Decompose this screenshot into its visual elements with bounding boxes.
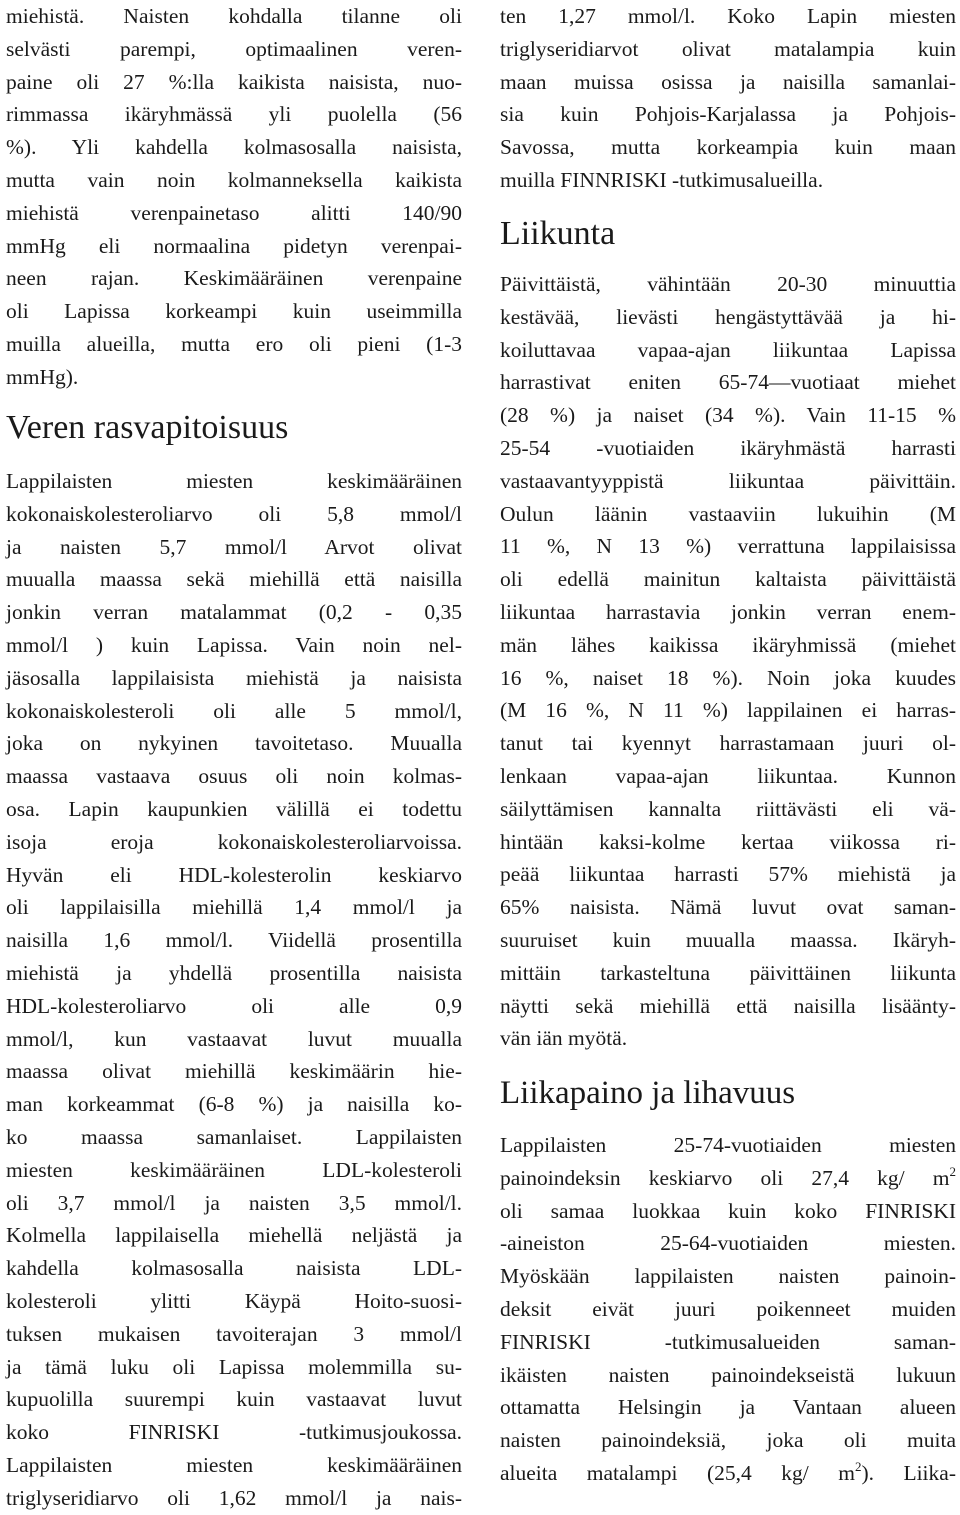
text-line: 16 %, naiset 18 %). Noin joka kuudes xyxy=(500,665,956,690)
text-line: selvästi parempi, optimaalinen veren- xyxy=(6,36,462,61)
paragraph-exercise xyxy=(500,268,956,1055)
text-line: miehistä ja yhdellä prosentilla naisista xyxy=(6,960,462,985)
text-line: (28 %) ja naiset (34 %). Vain 11-15 % xyxy=(500,403,956,428)
text-line: mmHg). xyxy=(6,364,79,389)
text-line: ko maassa samanlaiset. Lappilaisten xyxy=(6,1124,462,1149)
text-line: miehistä. Naisten kohdalla tilanne oli xyxy=(6,4,462,28)
superscript: 2 xyxy=(949,1163,956,1179)
text-line: joka on nykyinen tavoitetaso. Muualla xyxy=(6,731,462,756)
text-line: -aineiston 25-64-vuotiaiden miesten. xyxy=(500,1231,956,1256)
text-line: kupuolilla suurempi kuin vastaavat luvut xyxy=(6,1387,462,1412)
text-line: lenkaan vapaa-ajan liikuntaa. Kunnon xyxy=(500,763,956,788)
text-line: ikäisten naisten painoindekseistä lukuun xyxy=(500,1362,956,1387)
text-line: vän iän myötä. xyxy=(500,1026,628,1051)
text-line: muilla alueilla, mutta ero oli pieni (1-3 xyxy=(6,331,462,356)
text-line: näytti sekä miehillä että naisilla lisäänty- xyxy=(500,993,956,1018)
text-line: oli 3,7 mmol/l ja naisten 3,5 mmol/l. xyxy=(6,1190,462,1215)
text-line: 25-54 -vuotiaiden ikäryhmästä harrasti xyxy=(500,435,956,460)
paragraph-triglycerides xyxy=(500,0,956,197)
text-line: triglyseridiarvo oli 1,62 mmol/l ja nais- xyxy=(6,1485,462,1510)
text-line: kokonaiskolesteroliarvo oli 5,8 mmol/l xyxy=(6,501,462,526)
text-line: 11 %, N 13 %) verrattuna lappilaisissa xyxy=(500,534,956,559)
text-line: naisten painoindeksiä, joka oli muita xyxy=(500,1428,956,1453)
text-line: miesten keskimääräinen LDL-kolesteroli xyxy=(6,1157,462,1182)
text-line: rimmassa ikäryhmässä yli puolella (56 xyxy=(6,102,462,127)
text-line: vastaavantyyppistä liikuntaa päivittäin. xyxy=(500,468,956,493)
section-heading-overweight: Liikapaino ja lihavuus xyxy=(500,1075,796,1111)
text-line: hintään kaksi-kolme kertaa viikossa ri- xyxy=(500,829,956,854)
text-line: Päivittäistä, vähintään 20-30 minuuttia xyxy=(500,272,956,296)
text-line: kahdella kolmasosalla naisista LDL- xyxy=(6,1256,462,1281)
text-line: triglyseridiarvot olivat matalampia kuin xyxy=(500,36,956,61)
text-line: Lappilaisten miesten keskimääräinen xyxy=(6,1452,462,1477)
text-line: säilyttämisen kannalta riittävästi eli vä- xyxy=(500,796,956,821)
text-line: deksit eivät juuri poikenneet muiden xyxy=(500,1296,956,1321)
text-line: mmol/l ) kuin Lapissa. Vain noin nel- xyxy=(6,632,462,657)
superscript: 2 xyxy=(854,1458,862,1474)
text-line: isoja eroja kokonaiskolesteroliarvoissa. xyxy=(6,829,462,854)
text-line: (M 16 %, N 11 %) lappilainen ei harras- xyxy=(500,698,956,723)
text-line: män lähes kaikissa ikäryhmissä (miehet xyxy=(500,632,956,657)
text-line: oli Lapissa korkeampi kuin useimmilla xyxy=(6,299,462,324)
text-fragment: painoindeksin keskiarvo oli 27,4 kg/ m xyxy=(500,1165,950,1190)
text-line: muilla FINNRISKI -tutkimusalueilla. xyxy=(500,167,824,192)
text-line: peää liikuntaa harrasti 57% miehistä ja xyxy=(500,862,956,887)
text-line: tuksen mukaisen tavoiterajan 3 mmol/l xyxy=(6,1321,462,1346)
text-line: oli edellä mainitun kaltaista päivittäistä xyxy=(500,567,956,592)
text-line: Oulun läänin vastaaviin lukuihin (M xyxy=(500,501,956,526)
text-fragment: ). Liika- xyxy=(861,1460,956,1485)
paragraph-blood-lipids xyxy=(6,465,462,1515)
text-line: harrastivat eniten 65-74—vuotiaat miehet xyxy=(500,370,956,395)
section-heading-blood-lipids: Veren rasvapitoisuus xyxy=(6,409,289,446)
text-line: maassa vastaava osuus oli noin kolmas- xyxy=(6,764,462,789)
text-line: Hyvän eli HDL-kolesterolin keskiarvo xyxy=(6,862,462,887)
paragraph-blood-pressure xyxy=(6,0,462,394)
text-line: ja tämä luku oli Lapissa molemmilla su- xyxy=(6,1354,462,1379)
text-line: oli lappilaisilla miehillä 1,4 mmol/l ja xyxy=(6,895,462,920)
text-line: %). Yli kahdella kolmasosalla naisista, xyxy=(6,135,462,160)
text-line: Lappilaisten 25-74-vuotiaiden miesten xyxy=(500,1133,956,1157)
paragraph-overweight xyxy=(500,1129,956,1490)
text-line: maassa olivat miehillä keskimäärin hie- xyxy=(6,1059,462,1084)
text-line: osa. Lapin kaupunkien välillä ei todettu xyxy=(6,796,462,821)
text-line: suuruiset kuin muualla maassa. Ikäryh- xyxy=(500,927,956,952)
text-line xyxy=(500,1457,956,1490)
text-line: miehistä verenpainetaso alitti 140/90 xyxy=(6,200,462,225)
text-line: ottamatta Helsingin ja Vantaan alueen xyxy=(500,1395,956,1420)
text-line: kestävää, lievästi hengästyttävää ja hi- xyxy=(500,304,956,329)
text-line: mutta vain noin kolmanneksella kaikista xyxy=(6,167,462,192)
text-line: ten 1,27 mmol/l. Koko Lapin miesten xyxy=(500,4,956,28)
text-line: tanut tai kyennyt harrastamaan juuri ol- xyxy=(500,731,956,756)
text-line: man korkeammat (6-8 %) ja naisilla ko- xyxy=(6,1092,462,1117)
section-heading-exercise: Liikunta xyxy=(500,215,616,252)
text-line: Lappilaisten miesten keskimääräinen xyxy=(6,469,462,493)
text-line xyxy=(500,1162,956,1195)
text-line: liikuntaa harrastavia jonkin verran enem- xyxy=(500,599,956,624)
text-fragment: alueita matalampi (25,4 kg/ m xyxy=(500,1460,855,1485)
text-line: mmHg eli normaalina pidetyn verenpai- xyxy=(6,233,462,258)
text-line: koko FINRISKI -tutkimusjoukossa. xyxy=(6,1420,462,1445)
text-line: jäsosalla lappilaisista miehistä ja naisista xyxy=(6,665,462,690)
text-line: paine oli 27 %:lla kaikista naisista, nuo- xyxy=(6,69,462,94)
text-line: FINRISKI -tutkimusalueiden saman- xyxy=(500,1329,956,1354)
text-line: kokonaiskolesteroli oli alle 5 mmol/l, xyxy=(6,698,462,723)
text-line: 65% naisista. Nämä luvut ovat saman- xyxy=(500,895,956,920)
text-line: maan muissa osissa ja naisilla samanlai- xyxy=(500,69,956,94)
text-line: neen rajan. Keskimääräinen verenpaine xyxy=(6,266,462,291)
text-line: sia kuin Pohjois-Karjalassa ja Pohjois- xyxy=(500,102,956,127)
text-line: HDL-kolesteroliarvo oli alle 0,9 xyxy=(6,993,462,1018)
text-line: Savossa, mutta korkeampia kuin maan xyxy=(500,135,956,160)
text-line: mmol/l, kun vastaavat luvut muualla xyxy=(6,1026,462,1051)
text-line: Myöskään lappilaisten naisten painoin- xyxy=(500,1264,956,1289)
text-line: jonkin verran matalammat (0,2 - 0,35 xyxy=(6,600,462,625)
text-line: mittäin tarkasteltuna päivittäinen liikunta xyxy=(500,960,956,985)
text-line: kolesteroli ylitti Käypä Hoito-suosi- xyxy=(6,1288,462,1313)
text-line: Kolmella lappilaisella miehellä neljästä ja xyxy=(6,1223,462,1248)
text-line: naisilla 1,6 mmol/l. Viidellä prosentilla xyxy=(6,928,462,953)
text-line: koiluttavaa vapaa-ajan liikuntaa Lapissa xyxy=(500,337,956,362)
text-line: oli samaa luokkaa kuin koko FINRISKI xyxy=(500,1198,956,1223)
text-line: muualla maassa sekä miehillä että naisilla xyxy=(6,567,462,592)
text-line: ja naisten 5,7 mmol/l Arvot olivat xyxy=(6,534,462,559)
